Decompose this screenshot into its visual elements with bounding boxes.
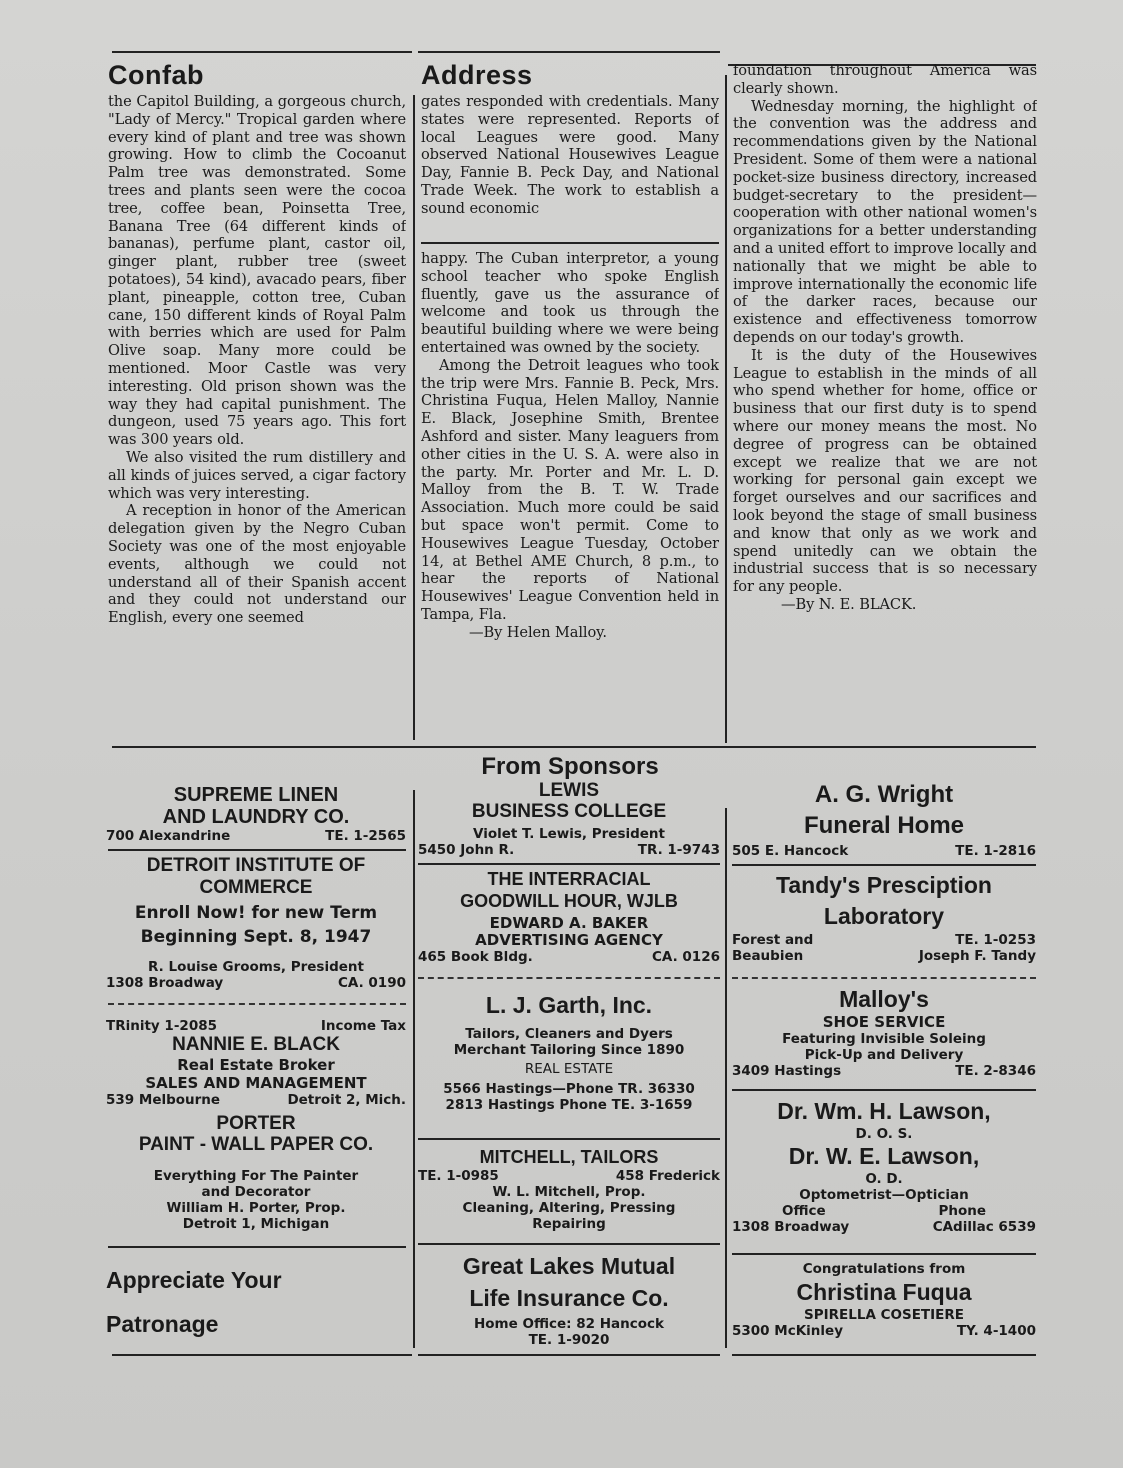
- ad-supreme-linen: SUPREME LINEN AND LAUNDRY CO. 700 Alexandrine TE. 1-2565: [106, 784, 406, 844]
- article-body: [421, 93, 719, 238]
- ad-mitchell-tailors: MITCHELL, TAILORS TE. 1-0985 458 Frederick W. L. Mitchell, Prop. Cleaning, Altering, Pressing Repairing: [418, 1147, 720, 1232]
- article-headline-address: Address: [421, 60, 533, 90]
- ad-separator: [418, 1243, 720, 1245]
- column-break-rule: [421, 242, 719, 244]
- article-column-3: [733, 62, 1037, 747]
- byline: —By N. E. BLACK.: [781, 595, 917, 613]
- ad-malloys-shoe-service: Malloy's SHOE SERVICE Featuring Invisible Soleing Pick-Up and Delivery 3409 Hastings TE. 2-8346: [732, 986, 1036, 1079]
- article-body: [421, 250, 719, 642]
- paragraph: It is the duty of the Housewives League to establish in the minds of all who spend whether for home, office or business that our first duty is to spend where our money means the most. No degree of progress can be obtained except we realize that we are not working for personal gain except we forget ourselves and our sacrifices and look beyond the stage of small business and know that only as we work and spend unitedly can we obtain the industrial success that is so necessary for any people.: [733, 346, 1037, 596]
- paragraph: We also visited the rum distillery and all kinds of juices served, a cigar factory which was very interesting.: [108, 448, 406, 502]
- ad-lewis-business-college: LEWIS BUSINESS COLLEGE Violet T. Lewis, President 5450 John R. TR. 1-9743: [418, 780, 720, 858]
- ad-separator: [732, 1089, 1036, 1091]
- column-divider-1: [413, 95, 415, 740]
- byline: —By Helen Malloy.: [469, 623, 607, 641]
- ad-lawson-optometrist: Dr. Wm. H. Lawson, D. O. S. Dr. W. E. Lawson, O. D. Optometrist—Optician Office Phone 1308 Broadway CAdillac 6539: [732, 1098, 1036, 1235]
- paragraph: foundation throughout America was clearly shown.: [733, 62, 1037, 97]
- column-divider-2: [725, 75, 727, 743]
- paragraph: the Capitol Building, a gorgeous church, "Lady of Mercy." Tropical garden where every kind of plant and tree was shown growing. How to climb the Cocoanut Palm tree was demonstrated. Some trees and plants seen were the cocoa tree, coffee bean, Poinsetta Tree, Banana Tree (64 different kinds of bananas), perfume plant, castor oil, ginger plant, rubber tree (sweet potatoes), 54 kind), avacado pears, fiber plant, pineapple, cotton tree, Cuban cane, 150 different kinds of Royal Palm with berries which are used for Palm Olive soap. Many more could be mentioned. Moor Castle was very interesting. Old prison shown was the way they had capital punishment. The dungeon, used 75 years ago. This fort was 300 years old.: [108, 93, 406, 449]
- ad-separator: [108, 1246, 406, 1248]
- paragraph: gates responded with credentials. Many states were represented. Reports of local Leagues were good. Many observed National Housewives League Day, Fannie B. Peck Day, and National Trade Week. The work to establish a sound economic: [421, 93, 719, 217]
- ad-nannie-e-black: TRinity 1-2085 Income Tax NANNIE E. BLACK Real Estate Broker SALES AND MANAGEMENT 539 Melbourne Detroit 2, Mich.: [106, 1018, 406, 1108]
- ad-lj-garth: L. J. Garth, Inc. Tailors, Cleaners and Dyers Merchant Tailoring Since 1890 REAL ESTATE 5566 Hastings—Phone TR. 36330 2813 Hastings Phone TE. 3-1659: [443, 992, 695, 1113]
- ad-separator: [108, 1003, 406, 1007]
- ad-separator: [418, 863, 720, 865]
- ad-separator: [418, 977, 720, 981]
- ad-separator: [732, 977, 1036, 981]
- article-body: [108, 93, 406, 627]
- ad-ag-wright-funeral-home: A. G. Wright Funeral Home 505 E. Hancock TE. 1-2816: [732, 781, 1036, 859]
- ad-tandys-prescription-laboratory: Tandy's Presciption Laboratory Forest and TE. 1-0253 Beaubien Joseph F. Tandy: [732, 872, 1036, 964]
- ad-christina-fuqua: Congratulations from Christina Fuqua SPIRELLA COSETIERE 5300 McKinley TY. 4-1400: [732, 1261, 1036, 1339]
- bottom-rule-left: [112, 1354, 412, 1356]
- paragraph: happy. The Cuban interpretor, a young school teacher who spoke English fluently, gave us the assurance of welcome and took us through the beautiful building where we were being entertained was owned by the society.: [421, 250, 719, 356]
- ad-separator: [418, 1138, 720, 1140]
- ad-great-lakes-mutual: Great Lakes Mutual Life Insurance Co. Home Office: 82 Hancock TE. 1-9020: [462, 1253, 676, 1348]
- ad-porter-paint: PORTER PAINT - WALL PAPER CO. Everything For The Painter and Decorator William H. Porter, Prop. Detroit 1, Michigan: [138, 1113, 374, 1232]
- paragraph: Wednesday morning, the highlight of the convention was the address and recommendations given by the National President. Some of them were a national pocket-size business directory, increased budget-secretary to the president—cooperation with other national women's organizations for a better understanding and a united effort to improve locally and nationally that we might be able to improve internationally the economic life of the darker races, because our existence and effectiveness tomorrow depends on our today's growth.: [733, 97, 1037, 346]
- paragraph: A reception in honor of the American delegation given by the Negro Cuban Society was one of the most enjoyable events, although we could not understand all of their Spanish accent and they could not understand our English, every one seemed: [108, 502, 406, 627]
- ad-detroit-institute-of-commerce: DETROIT INSTITUTE OF COMMERCE Enroll Now! for new Term Beginning Sept. 8, 1947 R. Louise Grooms, President 1308 Broadway CA. 0190: [106, 855, 406, 991]
- article-headline-confab: Confab: [108, 60, 204, 90]
- article-column-2: [421, 60, 719, 745]
- ad-separator: [732, 1253, 1036, 1255]
- article-bottom-rule: [112, 746, 1036, 748]
- sponsors-heading: From Sponsors: [481, 753, 659, 780]
- top-rule-mid: [418, 51, 720, 53]
- ad-separator: [108, 849, 406, 851]
- ad-separator: [732, 864, 1036, 866]
- sponsor-divider-2: [725, 808, 727, 1348]
- sponsor-divider-1: [413, 790, 415, 1348]
- article-column-1: [108, 60, 406, 745]
- article-body: [733, 62, 1037, 614]
- ad-interracial-goodwill-hour: THE INTERRACIAL GOODWILL HOUR, WJLB EDWARD A. BAKER ADVERTISING AGENCY 465 Book Bldg. CA. 0126: [418, 869, 720, 965]
- bottom-rule-right: [732, 1354, 1036, 1356]
- top-rule-left: [112, 51, 412, 53]
- ad-appreciate-patronage: Appreciate Your Patronage: [106, 1267, 282, 1337]
- bottom-rule-mid: [418, 1354, 720, 1356]
- paragraph: Among the Detroit leagues who took the trip were Mrs. Fannie B. Peck, Mrs. Christina Fuqua, Helen Malloy, Nannie E. Black, Josephine Smith, Brentee Ashford and sister. Many leaguers from other cities in the U. S. A. were also in the party. Mr. Porter and Mr. L. D. Malloy from the B. T. W. Trade Association. Much more could be said but space won't permit. Come to Housewives League Tuesday, October 14, at Bethel AME Church, 8 p.m., to hear the reports of National Housewives' League Convention held in Tampa, Fla.: [421, 356, 719, 623]
